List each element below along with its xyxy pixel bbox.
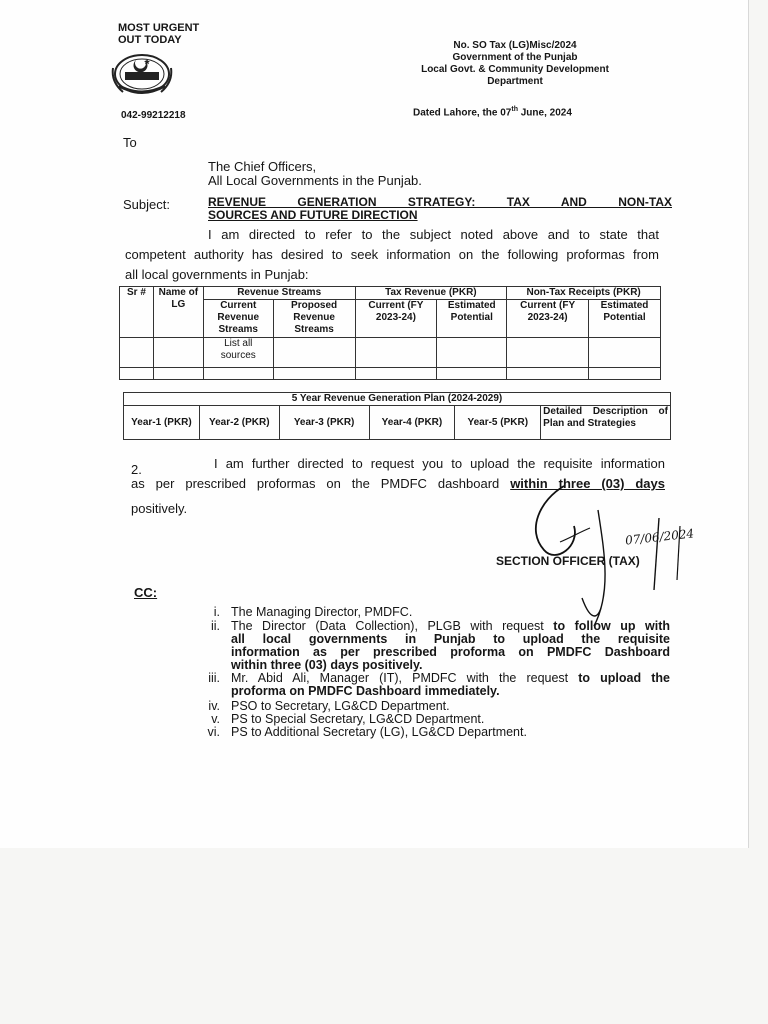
- department-line-1: Local Govt. & Community Development: [421, 64, 609, 75]
- table-cell: [203, 368, 273, 380]
- cc-item-4-number: iv.: [208, 699, 220, 713]
- urgency-line-2: OUT TODAY: [118, 34, 182, 46]
- header-year-4: Year-4 (PKR): [369, 406, 455, 440]
- header-year-5: Year-5 (PKR): [455, 406, 541, 440]
- table-row: [120, 368, 661, 380]
- urgency-line-1: MOST URGENT: [118, 22, 200, 34]
- table-cell: [273, 338, 355, 368]
- cc-item-3-line-1-text: Mr. Abid Ali, Manager (IT), PMDFC with the request: [231, 671, 579, 685]
- table-cell: [120, 368, 154, 380]
- date-suffix: June, 2024: [517, 107, 572, 119]
- cc-item-5-text: PS to Special Secretary, LG&CD Department.: [231, 712, 485, 726]
- cc-item-5-number: v.: [211, 712, 220, 726]
- para2-line-3: positively.: [131, 501, 188, 516]
- table-row: [120, 338, 661, 368]
- cc-label: CC:: [134, 585, 158, 600]
- table-cell: [507, 368, 589, 380]
- table-cell: [153, 368, 203, 380]
- table-cell: [355, 368, 437, 380]
- table-cell: [437, 368, 507, 380]
- table-cell: [273, 368, 355, 380]
- para2-line-1: I am further directed to request you to upload the requisite information: [214, 456, 665, 471]
- header-sr: Sr #: [120, 287, 154, 338]
- signatory-designation: SECTION OFFICER (TAX): [496, 554, 640, 568]
- cc-item-3-number: iii.: [208, 671, 220, 685]
- cc-item-2-line-2: all local governments in Punjab to upload the requisite: [231, 632, 670, 646]
- addressee-line-1: The Chief Officers,: [208, 159, 317, 174]
- cc-item-3-line-1-bold: to upload the: [578, 671, 670, 685]
- cc-item-2-line-4: within three (03) days positively.: [231, 658, 423, 672]
- reference-number: No. SO Tax (LG)Misc/2024: [453, 40, 577, 51]
- cc-item-3-line-2: proforma on PMDFC Dashboard immediately.: [231, 684, 500, 698]
- date-superscript: th: [511, 106, 518, 113]
- subject-line-1: REVENUE GENERATION STRATEGY: TAX AND NON-TAX: [208, 195, 672, 209]
- cc-item-1-number: i.: [213, 605, 220, 619]
- phone-number: 042-99212218: [121, 110, 186, 121]
- punjab-government-seal-icon: [107, 50, 177, 102]
- table-cell: [437, 338, 507, 368]
- header-year-1: Year-1 (PKR): [124, 406, 200, 440]
- urgency-stamp: [118, 22, 199, 46]
- header-year-2: Year-2 (PKR): [199, 406, 279, 440]
- table1-header-row-1: [120, 287, 661, 300]
- subject-heading: [208, 196, 672, 222]
- para1-line-2: competent authority has desired to seek information on the following proformas from: [125, 247, 659, 262]
- cell-list-all-sources: List all sources: [203, 338, 273, 368]
- header-name-of-lg: Name of LG: [153, 287, 203, 338]
- para1-line-1: I am directed to refer to the subject noted above and to state that: [208, 227, 659, 242]
- table-cell: [355, 338, 437, 368]
- header-nontax-estimated: Estimated Potential: [589, 300, 661, 338]
- date-prefix: Dated Lahore, the 07: [413, 107, 512, 119]
- revenue-streams-proforma-table: [119, 286, 661, 380]
- header-nontax-current: Current (FY 2023-24): [507, 300, 589, 338]
- subject-label: Subject:: [123, 197, 170, 212]
- letterhead: [400, 40, 630, 88]
- letter-date: [413, 106, 572, 118]
- cc-item-2-number: ii.: [210, 619, 220, 633]
- table2-header-row: [124, 406, 671, 440]
- para2-number: 2.: [131, 462, 142, 477]
- cc-item-6-text: PS to Additional Secretary (LG), LG&CD Department.: [231, 725, 527, 739]
- table-cell: [153, 338, 203, 368]
- department-line-2: Department: [487, 76, 543, 87]
- header-tax-current: Current (FY 2023-24): [355, 300, 437, 338]
- header-current-revenue-streams: Current Revenue Streams: [203, 300, 273, 338]
- header-tax-estimated: Estimated Potential: [437, 300, 507, 338]
- cc-item-4-text: PSO to Secretary, LG&CD Department.: [231, 699, 450, 713]
- subject-line-2: SOURCES AND FUTURE DIRECTION: [208, 208, 418, 222]
- cc-item-6-number: vi.: [207, 725, 220, 739]
- para2-deadline: within three (03) days: [510, 476, 665, 491]
- five-year-plan-title: 5 Year Revenue Generation Plan (2024-2029): [124, 393, 671, 406]
- table-cell: [589, 338, 661, 368]
- header-non-tax-receipts: Non-Tax Receipts (PKR): [507, 287, 661, 300]
- signature-date: 07/06/2024: [624, 526, 695, 548]
- header-revenue-streams: Revenue Streams: [203, 287, 355, 300]
- header-tax-revenue: Tax Revenue (PKR): [355, 287, 507, 300]
- to-label: To: [123, 135, 137, 150]
- header-year-3: Year-3 (PKR): [279, 406, 369, 440]
- table-cell: [589, 368, 661, 380]
- para2-line-2-text: as per prescribed proformas on the PMDFC dashboard: [131, 476, 511, 491]
- table-cell: [507, 338, 589, 368]
- government-name: Government of the Punjab: [452, 52, 578, 63]
- cc-item-2-line-1-text: The Director (Data Collection), PLGB with request: [231, 619, 554, 633]
- header-detailed-description: Detailed Description of Plan and Strategies: [541, 406, 671, 440]
- para1-line-3: all local governments in Punjab:: [125, 267, 309, 282]
- five-year-plan-table: [123, 392, 671, 440]
- cc-item-2-line-1-bold: to follow up with: [553, 619, 670, 633]
- addressee-line-2: All Local Governments in the Punjab.: [208, 173, 422, 188]
- header-proposed-revenue-streams: Proposed Revenue Streams: [273, 300, 355, 338]
- cc-item-2-line-3: information as per prescribed proforma on PMDFC Dashboard: [231, 645, 670, 659]
- table-cell: [120, 338, 154, 368]
- cc-item-1-text: The Managing Director, PMDFC.: [231, 605, 413, 619]
- table2-title-row: [124, 393, 671, 406]
